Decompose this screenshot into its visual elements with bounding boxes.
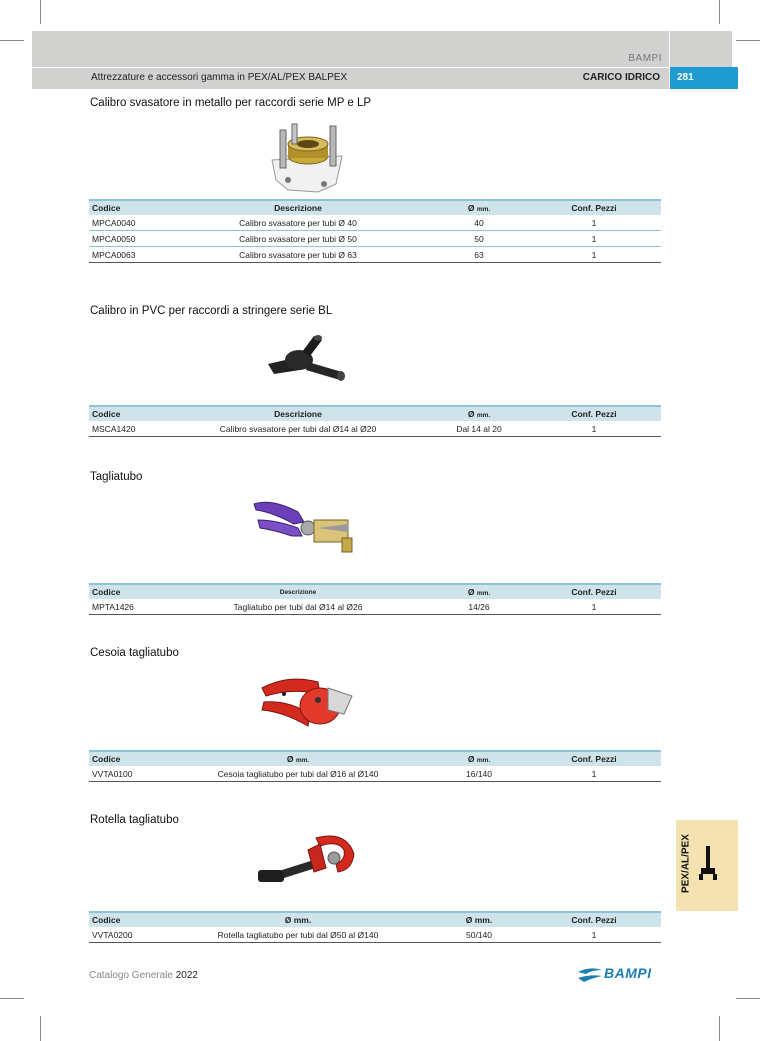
cell-diameter: Dal 14 al 20 [431, 421, 527, 437]
crop-mark [0, 40, 24, 41]
crop-mark [719, 0, 720, 24]
table-row [89, 599, 661, 615]
cell-code: VVTA0100 [89, 766, 165, 782]
column-header-diameter: Ø mm. [165, 912, 431, 927]
cell-code: MPTA1426 [89, 599, 165, 615]
cell-pack: 1 [527, 927, 661, 943]
crop-mark [40, 0, 41, 24]
cell-diameter: 14/26 [431, 599, 527, 615]
pipe-shears-icon [258, 674, 356, 734]
section-title: Tagliatubo [90, 471, 143, 483]
header-divider [32, 67, 669, 68]
column-header-diameter: Ø mm. [431, 584, 527, 599]
column-header-pack: Conf. Pezzi [527, 751, 661, 766]
column-header-diameter: Ø mm. [431, 406, 527, 421]
column-header-code: Codice [89, 751, 165, 766]
cell-pack: 1 [527, 247, 661, 263]
crop-mark [736, 40, 760, 41]
page-number: 281 [670, 67, 738, 89]
column-header-pack: Conf. Pezzi [527, 912, 661, 927]
cell-code: VVTA0200 [89, 927, 165, 943]
section-title: Calibro svasatore in metallo per raccordi serie MP e LP [90, 97, 372, 109]
column-header-code: Codice [89, 584, 165, 599]
header-category: CARICO IDRICO [582, 72, 660, 83]
cell-description: Calibro svasatore per tubi dal Ø14 al Ø20 [165, 421, 431, 437]
cell-description: Cesoia tagliatubo per tubi dal Ø16 al Ø140 [165, 766, 431, 782]
column-header-diameter: Ø mm. [431, 751, 527, 766]
flaring-gauge-icon [268, 122, 346, 194]
column-header-code: Codice [89, 912, 165, 927]
cell-pack: 1 [527, 231, 661, 247]
table-row [89, 421, 661, 437]
section-title: Calibro in PVC per raccordi a stringere serie BL [90, 305, 333, 317]
cell-description: Calibro svasatore per tubi Ø 50 [165, 231, 431, 247]
section-title: Rotella tagliatubo [90, 814, 179, 826]
section-title: Cesoia tagliatubo [90, 647, 179, 659]
column-header-pack: Conf. Pezzi [527, 584, 661, 599]
side-tab-label: PEX/AL/PEX [680, 834, 692, 893]
cell-description: Rotella tagliatubo per tubi dal Ø50 al Ø140 [165, 927, 431, 943]
cell-diameter: 40 [431, 215, 527, 231]
cell-code: MPCA0040 [89, 215, 165, 231]
crop-mark [719, 1016, 720, 1041]
column-header-description: Descrizione [165, 200, 431, 215]
column-header-description: Descrizione [165, 406, 431, 421]
product-table [89, 911, 661, 943]
column-header-pack: Conf. Pezzi [527, 406, 661, 421]
column-header-code: Codice [89, 200, 165, 215]
column-header-diameter: Ø mm. [431, 200, 527, 215]
column-header-pack: Conf. Pezzi [527, 200, 661, 215]
cell-description: Calibro svasatore per tubi Ø 40 [165, 215, 431, 231]
pvc-gauge-icon [264, 334, 348, 384]
cell-pack: 1 [527, 599, 661, 615]
cell-description: Tagliatubo per tubi dal Ø14 al Ø26 [165, 599, 431, 615]
product-table [89, 750, 661, 782]
column-header-description: Descrizione [165, 584, 431, 599]
crop-mark [736, 998, 760, 999]
column-header-diameter: Ø mm. [431, 912, 527, 927]
cell-diameter: 50 [431, 231, 527, 247]
table-row [89, 247, 661, 263]
cell-code: MSCA1420 [89, 421, 165, 437]
cell-pack: 1 [527, 421, 661, 437]
footer-logo: BAMPI [604, 965, 652, 981]
product-table [89, 199, 661, 263]
cell-diameter: 16/140 [431, 766, 527, 782]
pipe-cutter-icon [252, 498, 356, 558]
crop-mark [40, 1016, 41, 1041]
bampi-logo-icon [576, 966, 604, 984]
column-header-diameter: Ø mm. [165, 751, 431, 766]
cell-description: Calibro svasatore per tubi Ø 63 [165, 247, 431, 263]
product-table [89, 583, 661, 615]
cell-code: MPCA0063 [89, 247, 165, 263]
footer-catalog: Catalogo Generale 2022 [89, 970, 198, 981]
table-row [89, 927, 661, 943]
rotary-cutter-icon [256, 830, 358, 890]
table-row [89, 215, 661, 231]
cell-pack: 1 [527, 766, 661, 782]
cell-code: MPCA0050 [89, 231, 165, 247]
pipe-fitting-icon [697, 846, 719, 882]
column-header-code: Codice [89, 406, 165, 421]
header-subtitle: Attrezzature e accessori gamma in PEX/AL/PEX BALPEX [91, 72, 348, 83]
cell-diameter: 50/140 [431, 927, 527, 943]
table-row [89, 766, 661, 782]
cell-pack: 1 [527, 215, 661, 231]
cell-diameter: 63 [431, 247, 527, 263]
crop-mark [0, 998, 24, 999]
header-brand: BAMPI [628, 53, 662, 64]
product-table [89, 405, 661, 437]
table-row [89, 231, 661, 247]
